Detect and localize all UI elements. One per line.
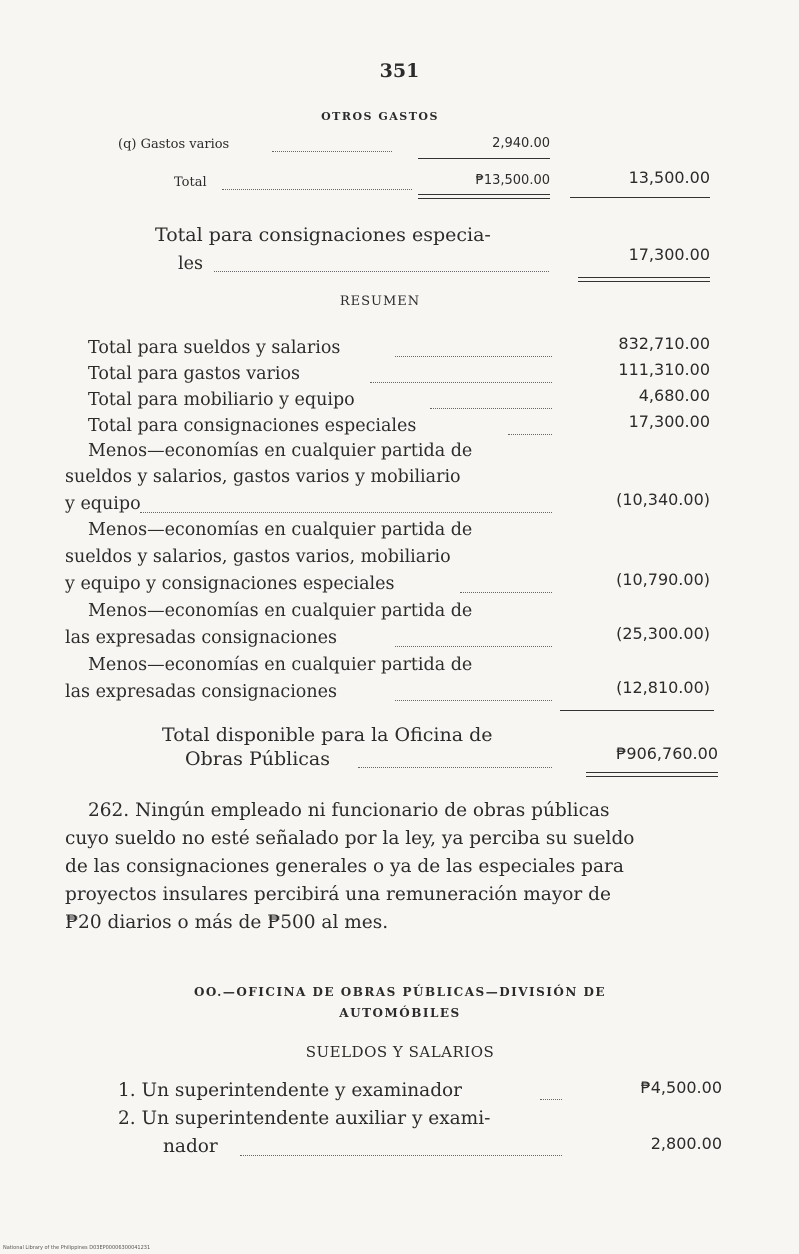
leader-dots [140,512,552,513]
paragraph-line: proyectos insulares percibirá una remuneración mayor de [65,884,611,905]
leader-dots [395,356,552,357]
deduction-line: Menos—economías en cualquier partida de [88,601,473,621]
rule [560,710,714,711]
salary-item-amount: ₱4,500.00 [640,1078,722,1097]
consignaciones-amount: 17,300.00 [628,245,710,264]
deduction-line: Menos—economías en cualquier partida de [88,655,473,675]
consignaciones-label-line1: Total para consignaciones especia- [155,224,491,246]
leader-dots [460,592,552,593]
total-amount: ₱13,500.00 [475,173,550,188]
salary-item-label: 1. Un superintendente y examinador [118,1080,463,1101]
section-oo-heading-line1: OO.—OFICINA DE OBRAS PÚBLICAS—DIVISIÓN DE [193,985,607,999]
section-oo-subheading: SUELDOS Y SALARIOS [305,1043,495,1061]
resumen-row-amount: 832,710.00 [618,334,710,353]
page-number: 351 [379,60,420,82]
deduction-line: sueldos y salarios, gastos varios, mobiliario [65,547,451,567]
deduction-line: y equipo [65,494,141,514]
consignaciones-label-line2: les [178,254,203,274]
leader-dots [508,434,552,435]
total-column-amount: 13,500.00 [628,168,710,187]
leader-dots [272,151,392,152]
total-disponible-line2: Obras Públicas [185,748,330,770]
deduction-line: sueldos y salarios, gastos varios y mobiliario [65,467,461,487]
total-label: Total [174,175,207,190]
paragraph-line: de las consignaciones generales o ya de las especiales para [65,856,624,877]
resumen-row-label: Total para sueldos y salarios [88,338,341,358]
salary-item-label-continued: nador [163,1136,218,1157]
paragraph-line: cuyo sueldo no esté señalado por la ley, ya perciba su sueldo [65,828,635,849]
section-oo-heading-line2: AUTOMÓBILES [339,1006,461,1020]
leader-dots [395,700,552,701]
deduction-line: las expresadas consignaciones [65,628,337,648]
deduction-line: Menos—economías en cualquier partida de [88,441,473,461]
deduction-line: Menos—economías en cualquier partida de [88,520,473,540]
resumen-row-label: Total para gastos varios [88,364,300,384]
double-rule [418,194,550,199]
leader-dots [430,408,552,409]
paragraph-line: ₱20 diarios o más de ₱500 al mes. [65,912,389,933]
deduction-line: y equipo y consignaciones especiales [65,574,395,594]
double-rule [586,772,718,777]
leader-dots [370,382,552,383]
leader-dots [214,271,549,272]
total-disponible-amount: ₱906,760.00 [616,744,718,763]
resumen-row-amount: 4,680.00 [638,386,710,405]
leader-dots [222,189,412,190]
salary-item-amount: 2,800.00 [650,1134,722,1153]
resumen-row-amount: 17,300.00 [628,412,710,431]
leader-dots [395,646,552,647]
scan-footer: National Library of the Philippines D03EP00006300041231 [3,1245,151,1251]
deduction-amount: (25,300.00) [616,624,710,643]
deduction-amount: (12,810.00) [616,678,710,697]
rule [418,158,550,159]
deduction-amount: (10,790.00) [616,570,710,589]
paragraph-line: 262. Ningún empleado ni funcionario de obras públicas [88,800,610,821]
salary-item-label: 2. Un superintendente auxiliar y exami- [118,1108,491,1129]
leader-dots [240,1155,562,1156]
deduction-amount: (10,340.00) [616,490,710,509]
resumen-row-label: Total para mobiliario y equipo [88,390,355,410]
resumen-row-label: Total para consignaciones especiales [88,416,417,436]
item-label: (q) Gastos varios [118,137,230,152]
leader-dots [540,1099,562,1100]
resumen-row-amount: 111,310.00 [618,360,710,379]
rule [570,197,710,198]
leader-dots [358,767,552,768]
deduction-line: las expresadas consignaciones [65,682,337,702]
double-rule [578,277,710,282]
item-amount: 2,940.00 [492,136,550,151]
resumen-heading: RESUMEN [339,294,421,309]
section-heading-otros-gastos: OTROS GASTOS [321,110,439,123]
total-disponible-line1: Total disponible para la Oficina de [162,724,493,746]
